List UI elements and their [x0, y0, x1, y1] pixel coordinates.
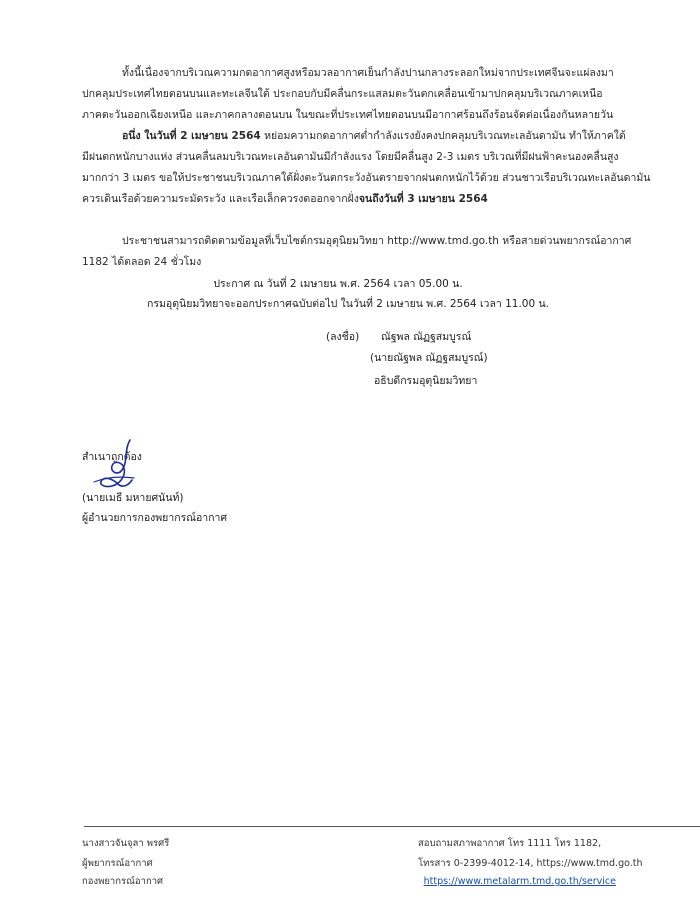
- paragraph-1-cont: [82, 84, 613, 126]
- footer-left-line-3: กองพยากรณ์อากาศ: [82, 876, 164, 887]
- paragraph-3-cont: [82, 252, 201, 273]
- signed-label: (ลงชื่อ): [326, 331, 360, 343]
- paragraph-1-line-1: ทั้งนี้เนื่องจากบริเวณความกดอากาศสูงหรือมวลอากาศเย็นกำลังปานกลางระลอกใหม่จากประเทศจีนจะแผ่ลงมา: [122, 67, 614, 79]
- paragraph-3-line-2: 1182 ได้ตลอด 24 ชั่วโมง: [82, 256, 202, 268]
- paragraph-2-line-2: มีฝนตกหนักบางแห่ง ส่วนคลื่นลมบริเวณทะเลอันดามันมีกำลังแรง โดยมีคลื่นสูง 2-3 เมตร บริเวณที่มีฝนฟ้าคะนองคลื่นสูง: [82, 151, 619, 163]
- footer-service-link[interactable]: https://www.metalarm.tmd.go.th/service: [423, 876, 616, 887]
- announcement-line-1: ประกาศ ณ วันที่ 2 เมษายน พ.ศ. 2564 เวลา 05.00 น.: [213, 278, 463, 290]
- signatory-position: อธิบดีกรมอุตุนิยมวิทยา: [374, 375, 478, 387]
- paragraph-2-line-1: หย่อมความกดอากาศต่ำกำลังแรงยังคงปกคลุมบริเวณทะเลอันดามัน ทำให้ภาคใต้: [260, 130, 626, 142]
- paragraph-1-line-2: ปกคลุมประเทศไทยตอนบนและทะเลจีนใต้ ประกอบกับมีคลื่นกระแสลมตะวันตกเคลื่อนเข้ามาปกคลุมบริเวณภาคเหนือ: [82, 88, 603, 100]
- paragraph-2-line-3: มากกว่า 3 เมตร ขอให้ประชาชนบริเวณภาคใต้ฝั่งตะวันตกระวังอันตรายจากฝนตกหนักไว้ด้วย ส่วนชาวเรือบริเวณทะเลอันดามัน: [82, 172, 651, 184]
- paragraph-2-line-4-bold: จนถึงวันที่ 3 เมษายน 2564: [358, 193, 488, 205]
- certified-label: สำเนาถูกต้อง: [82, 451, 142, 463]
- footer-contact-line-1: สอบถามสภาพอากาศ โทร 1111 โทร 1182,: [418, 838, 602, 849]
- paragraph-2-bold-lead: อนึ่ง ในวันที่ 2 เมษายน 2564: [122, 130, 261, 142]
- paragraph-2-line-4: [82, 189, 651, 210]
- footer-left-line-2: ผู้พยากรณ์อากาศ: [82, 858, 153, 869]
- paragraph-1: [122, 63, 614, 84]
- footer-left-line-1: นางสาวจันจุลา พรศรี: [82, 838, 170, 849]
- signed-name: ณัฐพล ณัฏฐสมบูรณ์: [381, 331, 472, 343]
- paragraph-2-line-4-start: ควรเดินเรือด้วยความระมัดระวัง และเรือเล็กควรงดออกจากฝั่ง: [82, 193, 359, 205]
- footer-contact-line-2: โทรสาร 0-2399-4012-14, https://www.tmd.go.th: [418, 858, 643, 869]
- certified-position: ผู้อำนวยการกองพยากรณ์อากาศ: [82, 512, 228, 524]
- paragraph-2: [122, 126, 626, 147]
- handwritten-signature: [84, 436, 144, 496]
- certified-name: (นายเมธี มหายศนันท์): [82, 492, 184, 504]
- paragraph-1-line-3: ภาคตะวันออกเฉียงเหนือ และภาคกลางตอนบน ในขณะที่ประเทศไทยตอนบนมีอากาศร้อนถึงร้อนจัดต่อเนื่องกันหลายวัน: [82, 109, 614, 121]
- paragraph-2-cont: [82, 147, 651, 210]
- paragraph-3-line-1: ประชาชนสามารถติดตามข้อมูลที่เว็บไซต์กรมอุตุนิยมวิทยา http://www.tmd.go.th หรือสายด่วนพยากรณ์อากาศ: [122, 235, 632, 247]
- announcement-line-2: กรมอุตุนิยมวิทยาจะออกประกาศฉบับต่อไป ในวันที่ 2 เมษายน พ.ศ. 2564 เวลา 11.00 น.: [146, 298, 550, 310]
- signatory-full-name: (นายณัฐพล ณัฏฐสมบูรณ์): [370, 352, 488, 364]
- paragraph-3: [122, 231, 631, 252]
- footer-divider: [84, 826, 700, 827]
